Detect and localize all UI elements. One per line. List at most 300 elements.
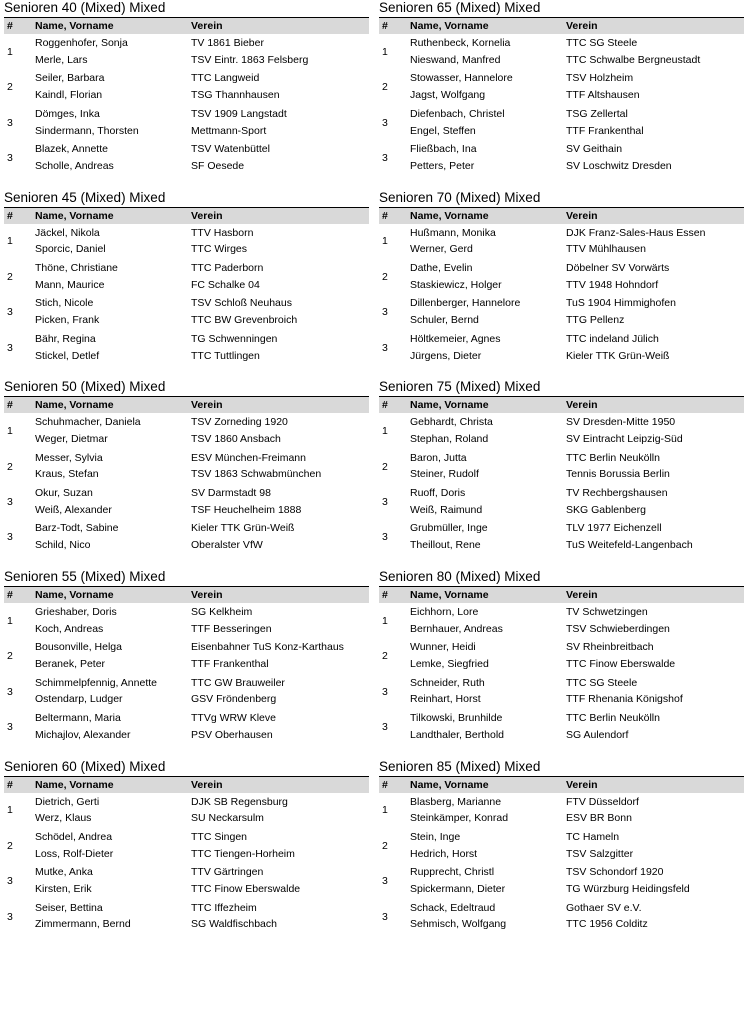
table-row	[4, 621, 369, 639]
player-name-cell: Höltkemeier, Agnes	[410, 332, 501, 345]
player-name-cell: Beltermann, Maria	[35, 712, 121, 725]
club-cell: TTC Schwalbe Bergneustadt	[566, 53, 701, 66]
results-table	[379, 777, 744, 935]
table-row	[4, 52, 369, 70]
player-name-cell: Loss, Rolf-Dieter	[35, 847, 114, 860]
club-cell: TSV 1860 Ansbach	[191, 432, 281, 445]
rank-cell: 3	[382, 152, 388, 165]
competition-title: Senioren 80 (Mixed) Mixed	[379, 569, 744, 587]
table-row	[4, 431, 369, 449]
player-name-cell: Steiner, Rudolf	[410, 468, 479, 481]
table-row	[4, 674, 369, 692]
club-cell: Kieler TTK Grün-Weiß	[191, 522, 295, 535]
club-cell: TTC Berlin Neukölln	[566, 451, 660, 464]
club-cell: TTC Singen	[191, 830, 248, 843]
table-row	[4, 241, 369, 259]
player-name-cell: Stein, Inge	[410, 830, 461, 843]
table-row	[379, 674, 744, 692]
player-name-cell: Stich, Nicole	[35, 297, 94, 310]
column-header-club: Verein	[188, 208, 369, 224]
table-row	[379, 863, 744, 881]
table-row	[4, 69, 369, 87]
player-name-cell: Seiser, Bettina	[35, 901, 103, 914]
player-name-cell: Schimmelpfennig, Annette	[35, 676, 157, 689]
club-cell: TTC Tiengen-Horheim	[191, 847, 295, 860]
club-cell: TTC 1956 Colditz	[566, 918, 648, 931]
club-cell: Mettmann-Sport	[191, 124, 267, 137]
club-cell: SV Geithain	[566, 143, 623, 156]
player-name-cell: Staskiewicz, Holger	[410, 278, 502, 291]
player-name-cell: Schuler, Bernd	[410, 314, 479, 327]
player-name-cell: Scholle, Andreas	[35, 159, 114, 172]
player-name-cell: Mann, Maurice	[35, 278, 105, 291]
player-name-cell: Landthaler, Berthold	[410, 728, 504, 741]
column-header-rank: #	[379, 777, 407, 793]
table-row	[379, 431, 744, 449]
player-name-cell: Werner, Gerd	[410, 243, 473, 256]
rank-cell: 3	[382, 306, 388, 319]
column-header-rank: #	[4, 208, 32, 224]
player-name-cell: Lemke, Siegfried	[410, 657, 489, 670]
player-name-cell: Stickel, Detlef	[35, 349, 100, 362]
table-row	[4, 603, 369, 621]
club-cell: TTF Frankenthal	[191, 657, 269, 670]
club-cell: PSV Oberhausen	[191, 728, 273, 741]
table-row	[4, 846, 369, 864]
rank-cell: 2	[382, 650, 388, 663]
column-header-rank: #	[4, 587, 32, 603]
rank-cell: 1	[7, 45, 13, 58]
player-name-cell: Reinhart, Horst	[410, 693, 481, 706]
player-name-cell: Blasberg, Marianne	[410, 795, 502, 808]
table-header-row	[379, 397, 744, 413]
table-row	[4, 709, 369, 727]
table-row	[4, 727, 369, 745]
table-row	[379, 881, 744, 899]
table-row	[379, 502, 744, 520]
table-row	[4, 828, 369, 846]
column-header-rank: #	[379, 18, 407, 34]
table-row	[379, 916, 744, 934]
player-name-cell: Engel, Steffen	[410, 124, 476, 137]
club-cell: Eisenbahner TuS Konz-Karthaus	[191, 641, 344, 654]
player-name-cell: Spickermann, Dieter	[410, 883, 506, 896]
table-header-row	[379, 208, 744, 224]
table-row	[4, 863, 369, 881]
club-cell: TTC Langweid	[191, 72, 260, 85]
player-name-cell: Schneider, Ruth	[410, 676, 485, 689]
player-name-cell: Ruthenbeck, Kornelia	[410, 37, 511, 49]
table-row	[379, 52, 744, 70]
club-cell: TSV Salzgitter	[566, 847, 634, 860]
club-cell: TV Rechbergshausen	[566, 487, 668, 500]
player-name-cell: Okur, Suzan	[35, 487, 93, 500]
club-cell: TTG Pellenz	[566, 314, 625, 327]
club-cell: TTC indeland Jülich	[566, 332, 659, 345]
table-row	[379, 709, 744, 727]
rank-cell: 2	[7, 650, 13, 663]
club-cell: SV Darmstadt 98	[191, 487, 271, 500]
rank-cell: 3	[7, 495, 13, 508]
table-row	[379, 105, 744, 123]
rank-cell: 3	[382, 720, 388, 733]
competition-title: Senioren 60 (Mixed) Mixed	[4, 759, 369, 777]
club-cell: TTV Gärtringen	[191, 866, 264, 879]
results-table	[379, 208, 744, 366]
rank-cell: 2	[382, 839, 388, 852]
rank-cell: 1	[382, 425, 388, 438]
column-header-rank: #	[379, 587, 407, 603]
player-name-cell: Ostendarp, Ludger	[35, 693, 123, 706]
table-row	[4, 123, 369, 141]
table-row	[379, 123, 744, 141]
rank-cell: 2	[382, 460, 388, 473]
player-name-cell: Schack, Edeltraud	[410, 901, 496, 914]
rank-cell: 3	[7, 531, 13, 544]
rank-cell: 1	[7, 804, 13, 817]
competition-block	[4, 379, 369, 555]
club-cell: TTF Frankenthal	[566, 124, 644, 137]
club-cell: TSG Zellertal	[566, 107, 628, 120]
table-row	[379, 466, 744, 484]
competition-block	[4, 190, 369, 366]
rank-cell: 1	[382, 45, 388, 58]
player-name-cell: Sporcic, Daniel	[35, 243, 106, 256]
table-header-row	[379, 777, 744, 793]
player-name-cell: Sindermann, Thorsten	[35, 124, 139, 137]
player-name-cell: Eichhorn, Lore	[410, 605, 479, 618]
player-name-cell: Schuhmacher, Daniela	[35, 416, 141, 429]
club-cell: TTC GW Brauweiler	[191, 676, 285, 689]
club-cell: TSV Watenbüttel	[191, 143, 270, 156]
player-name-cell: Hedrich, Horst	[410, 847, 478, 860]
column-header-club: Verein	[188, 587, 369, 603]
table-row	[4, 691, 369, 709]
table-row	[4, 224, 369, 242]
table-header-row	[379, 18, 744, 34]
club-cell: SKG Gablenberg	[566, 503, 646, 516]
table-row	[4, 638, 369, 656]
column-header-name: Name, Vorname	[407, 208, 563, 224]
player-name-cell: Jagst, Wolfgang	[410, 89, 486, 102]
club-cell: SG Kelkheim	[191, 605, 253, 618]
club-cell: TTC Tuttlingen	[191, 349, 260, 362]
column-header-name: Name, Vorname	[407, 587, 563, 603]
club-cell: Döbelner SV Vorwärts	[566, 262, 670, 275]
table-row	[379, 638, 744, 656]
club-cell: GSV Fröndenberg	[191, 693, 277, 706]
table-row	[4, 916, 369, 934]
player-name-cell: Petters, Peter	[410, 159, 475, 172]
player-name-cell: Thöne, Christiane	[35, 262, 118, 275]
player-name-cell: Wunner, Heidi	[410, 641, 476, 654]
player-name-cell: Kaindl, Florian	[35, 89, 103, 102]
player-name-cell: Dillenberger, Hannelore	[410, 297, 521, 310]
competition-title: Senioren 70 (Mixed) Mixed	[379, 190, 744, 208]
club-cell: TTF Rhenania Königshof	[566, 693, 683, 706]
table-row	[4, 158, 369, 176]
club-cell: SV Loschwitz Dresden	[566, 159, 672, 172]
player-name-cell: Weiß, Raimund	[410, 503, 483, 516]
column-header-club: Verein	[563, 587, 744, 603]
table-row	[4, 348, 369, 366]
column-header-name: Name, Vorname	[407, 18, 563, 34]
competition-block	[379, 379, 744, 555]
player-name-cell: Bähr, Regina	[35, 332, 96, 345]
player-name-cell: Grieshaber, Doris	[35, 605, 117, 618]
results-table	[379, 587, 744, 745]
table-header-row	[4, 777, 369, 793]
club-cell: TSV Schwieberdingen	[566, 622, 670, 635]
club-cell: TTC BW Grevenbroich	[191, 314, 298, 327]
club-cell: TTV 1948 Hohndorf	[566, 278, 659, 291]
table-row	[379, 34, 744, 52]
rank-cell: 3	[382, 341, 388, 354]
club-cell: TLV 1977 Eichenzell	[566, 522, 662, 535]
table-row	[4, 330, 369, 348]
table-row	[379, 484, 744, 502]
table-row	[4, 793, 369, 811]
club-cell: TC Hameln	[566, 830, 620, 843]
club-cell: TSV Schondorf 1920	[566, 866, 664, 879]
table-row	[4, 87, 369, 105]
club-cell: TSV Holzheim	[566, 72, 634, 85]
club-cell: SV Dresden-Mitte 1950	[566, 416, 676, 429]
club-cell: ESV BR Bonn	[566, 812, 632, 825]
results-table	[379, 397, 744, 555]
table-row	[4, 259, 369, 277]
column-header-club: Verein	[188, 397, 369, 413]
player-name-cell: Messer, Sylvia	[35, 451, 103, 464]
table-header-row	[379, 587, 744, 603]
rank-cell: 1	[7, 614, 13, 627]
player-name-cell: Fließbach, Ina	[410, 143, 477, 156]
rank-cell: 2	[382, 81, 388, 94]
table-row	[4, 413, 369, 431]
rank-cell: 3	[7, 910, 13, 923]
competition-block	[4, 569, 369, 745]
player-name-cell: Tilkowski, Brunhilde	[410, 712, 503, 725]
rank-cell: 3	[7, 875, 13, 888]
club-cell: TTV Mühlhausen	[566, 243, 646, 256]
table-row	[379, 140, 744, 158]
column-header-rank: #	[4, 777, 32, 793]
competition-title: Senioren 40 (Mixed) Mixed	[4, 0, 369, 18]
club-cell: TSF Heuchelheim 1888	[191, 503, 302, 516]
club-cell: TTV Hasborn	[191, 226, 254, 239]
table-row	[379, 69, 744, 87]
rank-cell: 3	[382, 685, 388, 698]
competition-block	[379, 0, 744, 176]
player-name-cell: Stephan, Roland	[410, 432, 489, 445]
table-row	[379, 810, 744, 828]
rank-cell: 3	[7, 152, 13, 165]
club-cell: TSG Thannhausen	[191, 89, 280, 102]
column-header-name: Name, Vorname	[32, 777, 188, 793]
player-name-cell: Hußmann, Monika	[410, 226, 496, 239]
table-row	[379, 727, 744, 745]
table-row	[379, 519, 744, 537]
column-header-rank: #	[4, 18, 32, 34]
results-table	[4, 587, 369, 745]
player-name-cell: Baron, Jutta	[410, 451, 467, 464]
column-header-name: Name, Vorname	[407, 397, 563, 413]
results-table	[4, 397, 369, 555]
player-name-cell: Schödel, Andrea	[35, 830, 113, 843]
club-cell: TTC Iffezheim	[191, 901, 257, 914]
table-row	[379, 828, 744, 846]
table-row	[379, 241, 744, 259]
results-table	[4, 208, 369, 366]
table-header-row	[4, 18, 369, 34]
competition-title: Senioren 65 (Mixed) Mixed	[379, 0, 744, 18]
rank-cell: 3	[382, 875, 388, 888]
table-row	[379, 656, 744, 674]
table-row	[379, 259, 744, 277]
table-row	[379, 277, 744, 295]
rank-cell: 2	[7, 81, 13, 94]
player-name-cell: Barz-Todt, Sabine	[35, 522, 119, 535]
table-row	[4, 466, 369, 484]
player-name-cell: Merle, Lars	[35, 53, 88, 66]
table-row	[379, 621, 744, 639]
table-header-row	[4, 587, 369, 603]
club-cell: TTC Berlin Neukölln	[566, 712, 660, 725]
player-name-cell: Beranek, Peter	[35, 657, 106, 670]
club-cell: TTC Finow Eberswalde	[566, 657, 676, 670]
table-row	[4, 881, 369, 899]
player-name-cell: Blazek, Annette	[35, 143, 108, 156]
player-name-cell: Theillout, Rene	[410, 539, 481, 552]
table-header-row	[4, 208, 369, 224]
player-name-cell: Koch, Andreas	[35, 622, 104, 635]
competition-title: Senioren 55 (Mixed) Mixed	[4, 569, 369, 587]
club-cell: TSV Eintr. 1863 Felsberg	[191, 53, 309, 66]
table-row	[4, 449, 369, 467]
table-row	[4, 484, 369, 502]
table-row	[379, 413, 744, 431]
table-row	[4, 656, 369, 674]
rank-cell: 2	[7, 270, 13, 283]
club-cell: SV Eintracht Leipzig-Süd	[566, 432, 683, 445]
column-header-club: Verein	[188, 777, 369, 793]
player-name-cell: Jäckel, Nikola	[35, 226, 100, 239]
club-cell: TV Schwetzingen	[566, 605, 648, 618]
club-cell: ESV München-Freimann	[191, 451, 306, 464]
club-cell: TSV Schloß Neuhaus	[191, 297, 292, 310]
player-name-cell: Kirsten, Erik	[35, 883, 92, 896]
player-name-cell: Weiß, Alexander	[35, 503, 112, 516]
column-header-rank: #	[379, 208, 407, 224]
rank-cell: 3	[7, 341, 13, 354]
table-row	[4, 537, 369, 555]
rank-cell: 3	[382, 495, 388, 508]
table-row	[4, 140, 369, 158]
rank-cell: 3	[7, 306, 13, 319]
competition-block	[379, 569, 744, 745]
player-name-cell: Ruoff, Doris	[410, 487, 466, 500]
player-name-cell: Roggenhofer, Sonja	[35, 37, 128, 49]
club-cell: SF Oesede	[191, 159, 245, 172]
player-name-cell: Zimmermann, Bernd	[35, 918, 131, 931]
competition-title: Senioren 75 (Mixed) Mixed	[379, 379, 744, 397]
table-row	[379, 294, 744, 312]
player-name-cell: Picken, Frank	[35, 314, 100, 327]
club-cell: DJK Franz-Sales-Haus Essen	[566, 226, 706, 239]
results-column	[375, 0, 750, 948]
player-name-cell: Gebhardt, Christa	[410, 416, 493, 429]
rank-cell: 1	[7, 235, 13, 248]
club-cell: TG Würzburg Heidingsfeld	[566, 883, 690, 896]
club-cell: TuS Weitefeld-Langenbach	[566, 539, 693, 552]
club-cell: FTV Düsseldorf	[566, 795, 639, 808]
player-name-cell: Schild, Nico	[35, 539, 91, 552]
player-name-cell: Dömges, Inka	[35, 107, 100, 120]
table-row	[379, 312, 744, 330]
player-name-cell: Diefenbach, Christel	[410, 107, 505, 120]
table-row	[379, 348, 744, 366]
club-cell: TTC Finow Eberswalde	[191, 883, 301, 896]
table-row	[379, 793, 744, 811]
table-row	[4, 899, 369, 917]
competition-block	[4, 0, 369, 176]
table-row	[4, 502, 369, 520]
table-row	[4, 312, 369, 330]
rank-cell: 3	[382, 116, 388, 129]
table-row	[379, 846, 744, 864]
club-cell: TSV 1863 Schwabmünchen	[191, 468, 322, 481]
player-name-cell: Bernhauer, Andreas	[410, 622, 503, 635]
column-header-rank: #	[379, 397, 407, 413]
results-table	[379, 18, 744, 176]
rank-cell: 1	[7, 425, 13, 438]
club-cell: SG Waldfischbach	[191, 918, 277, 931]
column-header-name: Name, Vorname	[32, 397, 188, 413]
player-name-cell: Stowasser, Hannelore	[410, 72, 513, 85]
club-cell: TSV 1909 Langstadt	[191, 107, 287, 120]
competition-title: Senioren 85 (Mixed) Mixed	[379, 759, 744, 777]
club-cell: TTC Paderborn	[191, 262, 264, 275]
rank-cell: 1	[382, 614, 388, 627]
club-cell: Gothaer SV e.V.	[566, 901, 642, 914]
rank-cell: 3	[7, 720, 13, 733]
club-cell: TSV Zorneding 1920	[191, 416, 288, 429]
results-column	[0, 0, 375, 948]
player-name-cell: Dathe, Evelin	[410, 262, 473, 275]
table-row	[379, 330, 744, 348]
club-cell: TTC SG Steele	[566, 37, 638, 49]
rank-cell: 1	[382, 804, 388, 817]
rank-cell: 2	[7, 460, 13, 473]
table-row	[379, 691, 744, 709]
player-name-cell: Weger, Dietmar	[35, 432, 108, 445]
player-name-cell: Bousonville, Helga	[35, 641, 122, 654]
rank-cell: 3	[382, 910, 388, 923]
club-cell: TuS 1904 Himmighofen	[566, 297, 676, 310]
column-header-club: Verein	[563, 777, 744, 793]
player-name-cell: Kraus, Stefan	[35, 468, 99, 481]
table-row	[379, 449, 744, 467]
club-cell: Oberalster VfW	[191, 539, 263, 552]
rank-cell: 3	[382, 531, 388, 544]
table-row	[379, 158, 744, 176]
club-cell: TTF Besseringen	[191, 622, 272, 635]
player-name-cell: Werz, Klaus	[35, 812, 92, 825]
competition-block	[379, 190, 744, 366]
player-name-cell: Seiler, Barbara	[35, 72, 105, 85]
player-name-cell: Grubmüller, Inge	[410, 522, 488, 535]
club-cell: TTC Wirges	[191, 243, 247, 256]
